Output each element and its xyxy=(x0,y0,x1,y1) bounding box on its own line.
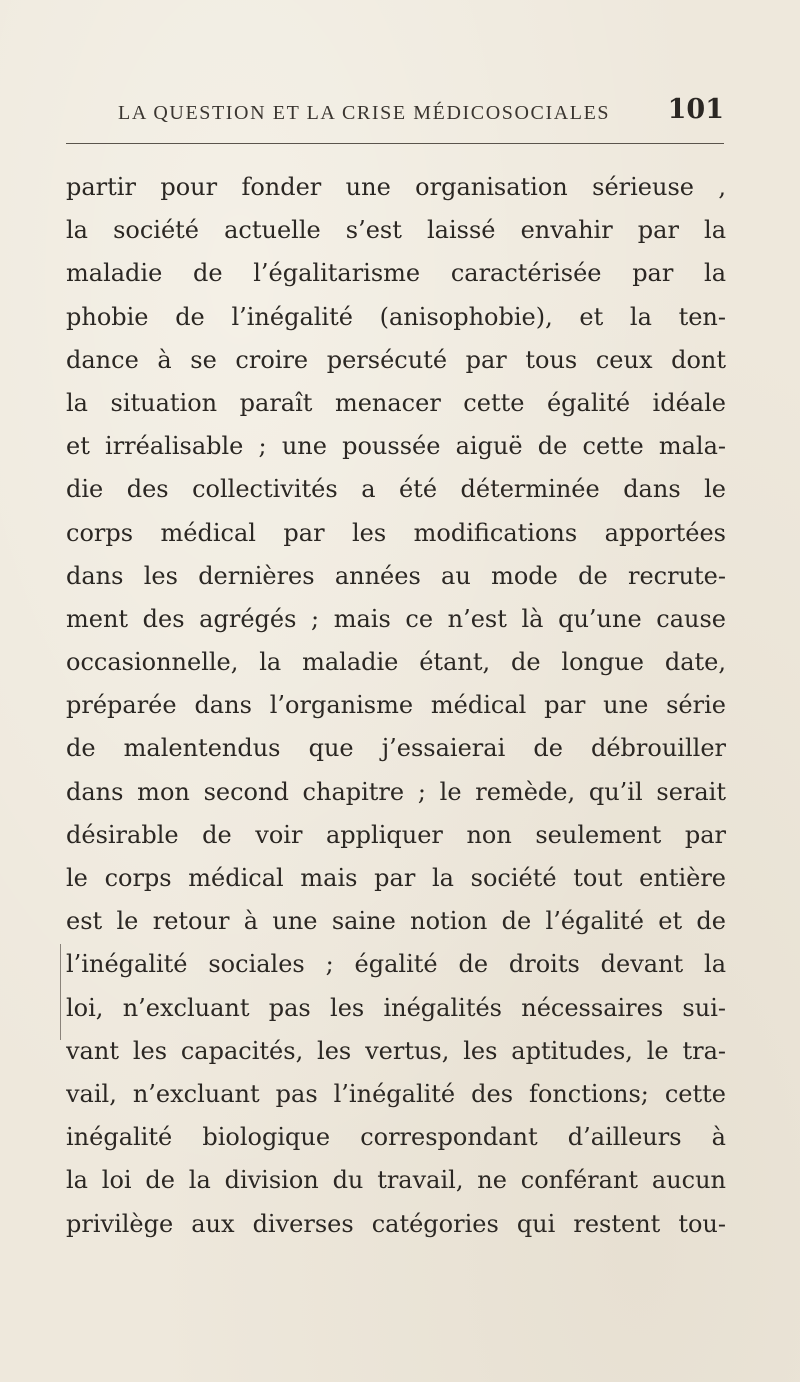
text-line: ment des agrégés ; mais ce n’est là qu’une cause xyxy=(66,604,726,633)
text-line: privilège aux diverses catégories qui restent tou- xyxy=(66,1209,726,1238)
text-line: la société actuelle s’est laissé envahir par la xyxy=(66,216,726,245)
text-line: die des collectivités a été déterminée dans le xyxy=(66,475,726,504)
body-text xyxy=(66,166,726,1246)
page-header xyxy=(118,94,724,132)
text-line: maladie de l’égalitarisme caractérisée par la xyxy=(66,259,726,288)
text-line: dance à se croire persécuté par tous ceux dont xyxy=(66,345,726,374)
text-line: est le retour à une saine notion de l’égalité et de xyxy=(66,907,726,936)
text-line: la loi de la division du travail, ne conférant aucun xyxy=(66,1166,726,1195)
running-head: LA QUESTION ET LA CRISE MÉDICOSOCIALES xyxy=(118,102,611,124)
text-line: la situation paraît menacer cette égalité idéale xyxy=(66,388,726,417)
margin-mark xyxy=(60,944,61,1040)
header-rule xyxy=(66,143,724,144)
text-line: corps médical par les modifications apportées xyxy=(66,518,726,547)
text-line: le corps médical mais par la société tout entière xyxy=(66,864,726,892)
text-line: phobie de l’inégalité (anisophobie), et la ten- xyxy=(66,302,726,331)
text-line: dans mon second chapitre ; le remède, qu’il serait xyxy=(66,777,726,806)
text-line: l’inégalité sociales ; égalité de droits devant la xyxy=(66,950,726,979)
text-line: vail, n’excluant pas l’inégalité des fonctions; cette xyxy=(66,1079,726,1108)
text-line: préparée dans l’organisme médical par une série xyxy=(66,691,726,720)
text-line: dans les dernières années au mode de recrute- xyxy=(66,561,726,590)
text-line: et irréalisable ; une poussée aiguë de cette mala- xyxy=(66,432,726,461)
text-line: loi, n’excluant pas les inégalités nécessaires sui- xyxy=(66,993,726,1022)
text-line: inégalité biologique correspondant d’ailleurs à xyxy=(66,1123,726,1152)
text-line: vant les capacités, les vertus, les aptitudes, le tra- xyxy=(66,1036,726,1065)
text-line: occasionnelle, la maladie étant, de longue date, xyxy=(66,648,726,677)
text-line: partir pour fonder une organisation sérieuse , xyxy=(66,173,726,201)
text-line: de malentendus que j’essaierai de débrouiller xyxy=(66,734,726,763)
text-line: désirable de voir appliquer non seulement par xyxy=(66,820,726,849)
page-number: 101 xyxy=(667,94,724,125)
